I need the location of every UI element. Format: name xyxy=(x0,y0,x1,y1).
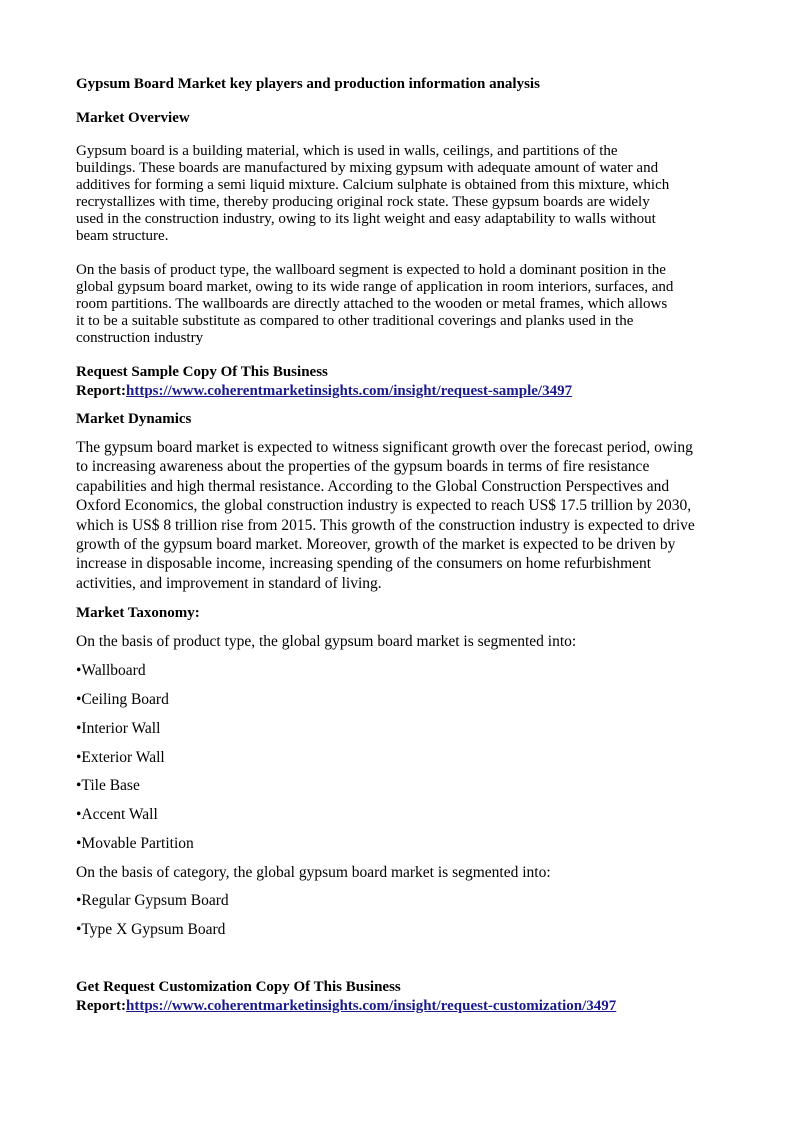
list-item: •Movable Partition xyxy=(76,835,194,852)
paragraph-line: Oxford Economics, the global construction industry is expected to reach US$ 17.5 trillion by 2030, xyxy=(76,497,692,515)
list-item: •Type X Gypsum Board xyxy=(76,921,226,938)
sample-request-line xyxy=(76,382,572,401)
market-taxonomy-heading: Market Taxonomy: xyxy=(76,605,200,621)
customization-request-line xyxy=(76,997,616,1016)
report-prefix: Report: xyxy=(76,383,126,399)
paragraph-line: which is US$ 8 trillion rise from 2015. This growth of the construction industry is expected to drive xyxy=(76,516,695,534)
paragraph-line: capabilities and high thermal resistance. According to the Global Construction Perspectives and xyxy=(76,477,670,495)
paragraph-line: growth of the gypsum board market. Moreover, growth of the market is expected to be driven by xyxy=(76,536,676,554)
paragraph-line: buildings. These boards are manufactured by mixing gypsum with adequate amount of water and xyxy=(76,160,659,176)
paragraph-line: additives for forming a semi liquid mixture. Calcium sulphate is obtained from this mixture, which xyxy=(76,177,670,193)
list-item: •Interior Wall xyxy=(76,720,161,737)
category-intro: On the basis of category, the global gypsum board market is segmented into: xyxy=(76,864,551,881)
document-title: Gypsum Board Market key players and production information analysis xyxy=(76,76,540,92)
paragraph-line: it to be a suitable substitute as compared to other traditional coverings and planks used in the xyxy=(76,313,634,329)
paragraph-line: to increasing awareness about the properties of the gypsum boards in terms of fire resistance xyxy=(76,458,650,476)
paragraph-line: beam structure. xyxy=(76,228,169,244)
paragraph-line: Gypsum board is a building material, which is used in walls, ceilings, and partitions of the xyxy=(76,143,618,159)
paragraph-line: construction industry xyxy=(76,330,204,346)
market-dynamics-heading: Market Dynamics xyxy=(76,411,192,427)
list-item: •Exterior Wall xyxy=(76,749,165,766)
request-customization-link[interactable]: https://www.coherentmarketinsights.com/insight/request-customization/3497 xyxy=(125,998,617,1014)
list-item: •Wallboard xyxy=(76,662,146,679)
customization-request-block xyxy=(76,978,616,1016)
dynamics-paragraph xyxy=(76,438,726,593)
list-item: •Regular Gypsum Board xyxy=(76,892,229,909)
list-item: •Accent Wall xyxy=(76,806,158,823)
paragraph-line: On the basis of product type, the wallboard segment is expected to hold a dominant position in the xyxy=(76,262,666,278)
customization-request-label: Get Request Customization Copy Of This Business xyxy=(76,979,401,995)
paragraph-line: global gypsum board market, owing to its wide range of application in room interiors, surfaces, and xyxy=(76,279,674,295)
paragraph-line: room partitions. The wallboards are directly attached to the wooden or metal frames, which allows xyxy=(76,296,668,312)
request-sample-link[interactable]: https://www.coherentmarketinsights.com/insight/request-sample/3497 xyxy=(125,383,573,399)
paragraph-line: The gypsum board market is expected to witness significant growth over the forecast period, owing xyxy=(76,439,693,456)
report-prefix: Report: xyxy=(76,998,126,1014)
overview-paragraph-1 xyxy=(76,143,726,245)
overview-paragraph-2 xyxy=(76,262,726,347)
list-item: •Tile Base xyxy=(76,777,140,794)
sample-request-block xyxy=(76,363,572,401)
product-type-intro: On the basis of product type, the global gypsum board market is segmented into: xyxy=(76,633,577,650)
paragraph-line: activities, and improvement in standard of living. xyxy=(76,574,382,592)
paragraph-line: increase in disposable income, increasing spending of the consumers on home refurbishment xyxy=(76,555,652,573)
paragraph-line: recrystallizes with time, thereby producing original rock state. These gypsum boards are widely xyxy=(76,194,650,210)
paragraph-line: used in the construction industry, owing to its light weight and easy adaptability to walls without xyxy=(76,211,656,227)
market-overview-heading: Market Overview xyxy=(76,110,190,126)
sample-request-label: Request Sample Copy Of This Business xyxy=(76,364,328,380)
list-item: •Ceiling Board xyxy=(76,691,169,708)
